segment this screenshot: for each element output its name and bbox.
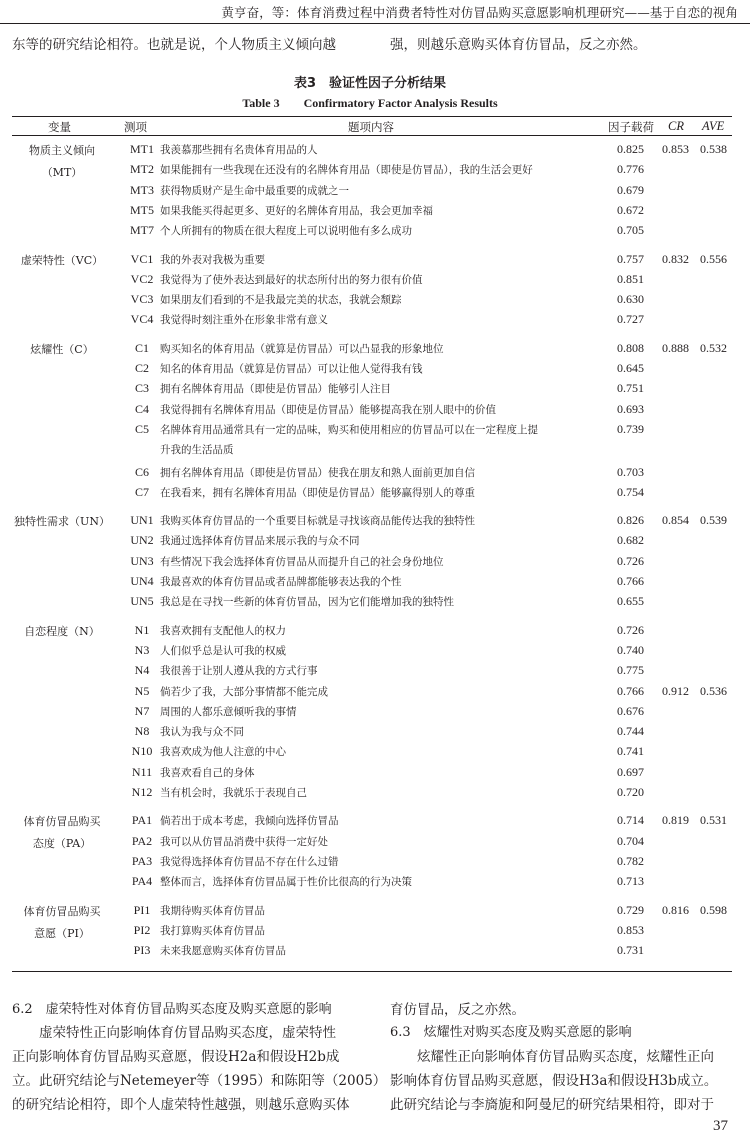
item-id: PI1 xyxy=(133,902,151,917)
table-row xyxy=(12,641,732,661)
table-row xyxy=(12,901,732,921)
table-row xyxy=(12,682,732,702)
table-row xyxy=(12,290,732,310)
item-text: 如果我能买得起更多、更好的名牌体育用品，我会更加幸福 xyxy=(160,204,433,217)
factor-loading: 0.726 xyxy=(617,553,644,568)
table-row xyxy=(12,552,732,572)
item-id: PA4 xyxy=(131,874,153,889)
running-header xyxy=(0,0,750,24)
item-text: 我的外表对我极为重要 xyxy=(160,253,265,266)
item-id: PA1 xyxy=(131,813,153,828)
item-text-continued: 升我的生活品质 xyxy=(160,443,234,456)
item-id: MT3 xyxy=(130,182,154,197)
factor-loading: 0.714 xyxy=(617,813,644,828)
item-text: 倘若少了我，大部分事情都不能完成 xyxy=(160,685,328,698)
factor-loading: 0.704 xyxy=(617,833,644,848)
page-number: 37 xyxy=(713,1118,728,1134)
table-header-rule xyxy=(12,135,732,136)
ave-value: 0.531 xyxy=(700,813,727,828)
table-row xyxy=(12,811,732,831)
item-text: 我最喜欢的体育仿冒品或者品牌都能够表达我的个性 xyxy=(160,576,402,588)
item-id: N10 xyxy=(131,744,153,759)
variable-label: （MT） xyxy=(41,166,83,179)
item-text: 我觉得时刻注重外在形象非常有意义 xyxy=(160,314,328,327)
table-row xyxy=(12,852,732,872)
item-text: 我购买体育仿冒品的一个重要目标就是寻找该商品能传达我的独特性 xyxy=(160,515,475,528)
item-id: PI3 xyxy=(133,943,151,958)
body-line: 的研究结论相符，即个人虚荣特性越强，则越乐意购买体 xyxy=(12,1097,350,1113)
item-id: MT1 xyxy=(130,142,154,156)
item-id: UN5 xyxy=(130,594,154,609)
item-text: 如果能拥有一些我现在还没有的名牌体育用品（即使是仿冒品），我的生活会更好 xyxy=(160,164,533,177)
factor-loading: 0.682 xyxy=(617,533,644,548)
item-text: 拥有名牌体育用品（即使是仿冒品）使我在朋友和熟人面前更加自信 xyxy=(160,466,475,479)
table-row xyxy=(12,621,732,641)
item-text: 我羡慕那些拥有名贵体育用品的人 xyxy=(160,144,318,156)
factor-loading: 0.826 xyxy=(617,513,644,528)
variable-label: 独特性需求（UN） xyxy=(14,515,110,529)
cr-value: 0.816 xyxy=(662,902,689,917)
item-text: 有些情况下我会选择体育仿冒品从而提升自己的社会身份地位 xyxy=(160,555,444,568)
variable-label: 体育仿冒品购买 xyxy=(23,904,101,918)
ave-value: 0.598 xyxy=(700,902,727,917)
item-text: 知名的体育用品（就算是仿冒品）可以让他人觉得我有钱 xyxy=(160,363,423,375)
item-text: 我通过选择体育仿冒品来展示我的与众不同 xyxy=(160,535,360,548)
variable-label: 态度（PA） xyxy=(32,837,92,851)
cr-value: 0.854 xyxy=(662,513,689,528)
factor-loading: 0.676 xyxy=(617,703,644,718)
table-row xyxy=(12,270,732,290)
item-id: MT2 xyxy=(130,162,154,177)
item-id: C4 xyxy=(134,401,149,416)
ave-value: 0.536 xyxy=(700,683,727,698)
variable-label: 虚荣特性（VC） xyxy=(20,253,104,267)
factor-loading: 0.720 xyxy=(617,785,644,799)
table-row xyxy=(12,763,732,783)
item-text: 我可以从仿冒品消费中获得一定好处 xyxy=(160,835,328,848)
header-item: 测项 xyxy=(124,120,147,134)
item-text: 当有机会时，我就乐于表现自己 xyxy=(160,787,307,799)
factor-loading: 0.727 xyxy=(617,312,644,327)
factor-loading: 0.713 xyxy=(617,874,644,889)
item-text: 倘若出于成本考虑，我倾向选择仿冒品 xyxy=(160,815,339,828)
header-ave: AVE xyxy=(702,119,725,133)
table-row xyxy=(12,872,732,892)
section-title-6-3: 6.3 炫耀性对购买态度及购买意愿的影响 xyxy=(390,1025,632,1040)
table-row xyxy=(12,379,732,399)
table-row xyxy=(12,310,732,330)
item-text: 未来我愿意购买体育仿冒品 xyxy=(160,945,286,958)
factor-loading: 0.630 xyxy=(617,292,644,307)
item-text: 我觉得选择体育仿冒品不存在什么过错 xyxy=(160,855,339,868)
table-row xyxy=(12,400,732,420)
item-text: 名牌体育用品通常具有一定的品味，购买和使用相应的仿冒品可以在一定程度上提 xyxy=(160,423,538,436)
item-id: C7 xyxy=(134,484,149,499)
table-row xyxy=(12,531,732,551)
item-id: VC1 xyxy=(130,251,154,266)
table-row xyxy=(12,201,732,221)
factor-loading: 0.697 xyxy=(617,764,644,779)
item-text: 如果朋友们看到的不是我最完美的状态，我就会颓踪 xyxy=(160,294,402,307)
table-row xyxy=(12,572,732,592)
factor-loading: 0.754 xyxy=(617,484,644,499)
variable-label: 物质主义倾向 xyxy=(29,144,95,157)
cr-value: 0.912 xyxy=(662,683,689,698)
factor-loading: 0.655 xyxy=(617,594,644,609)
body-line: 正向影响体育仿冒品购买意愿，假设H2a和假设H2b成 xyxy=(12,1049,340,1065)
item-id: N8 xyxy=(134,724,150,739)
item-text: 在我看来，拥有名牌体育用品（即使是仿冒品）能够赢得别人的尊重 xyxy=(160,486,475,499)
table-row xyxy=(12,339,732,359)
item-text: 我期待购买体育仿冒品 xyxy=(160,904,265,917)
item-id: C1 xyxy=(134,340,149,355)
table-row xyxy=(12,702,732,722)
table-caption-cn: 表3 验证性因子分析结果 xyxy=(293,76,447,91)
table-row xyxy=(12,221,732,241)
item-text: 获得物质财产是生命中最重要的成就之一 xyxy=(160,184,349,197)
factor-loading: 0.776 xyxy=(617,162,644,177)
factor-loading: 0.766 xyxy=(617,574,644,588)
variable-label: 体育仿冒品购买 xyxy=(23,815,101,829)
table-row xyxy=(12,722,732,742)
cr-value: 0.888 xyxy=(662,340,689,355)
ave-value: 0.532 xyxy=(700,340,727,355)
item-id: N5 xyxy=(134,683,150,698)
variable-label: 自恋程度（N） xyxy=(24,624,100,638)
table-row xyxy=(12,661,732,681)
item-text: 我打算购买体育仿冒品 xyxy=(160,924,265,937)
table-row xyxy=(12,921,732,941)
variable-label: 意愿（PI） xyxy=(34,926,90,940)
body-line: 此研究结论与李旖旎和阿曼尼的研究结果相符，即对于 xyxy=(390,1097,714,1113)
item-id: VC4 xyxy=(130,312,154,327)
factor-loading: 0.703 xyxy=(617,464,644,479)
factor-loading: 0.705 xyxy=(617,223,644,238)
factor-loading: 0.744 xyxy=(617,724,644,739)
item-id: MT5 xyxy=(130,202,154,217)
item-id: C2 xyxy=(134,361,149,375)
table-row xyxy=(12,483,732,503)
factor-loading: 0.782 xyxy=(617,853,644,868)
table-row xyxy=(12,250,732,270)
body-line: 炫耀性正向影响体育仿冒品购买态度，炫耀性正向 xyxy=(390,1049,714,1065)
item-text: 拥有名牌体育用品（即使是仿冒品）能够引人注目 xyxy=(160,383,391,396)
header-content: 题项内容 xyxy=(348,120,394,134)
table-top-rule xyxy=(12,116,732,117)
factor-loading: 0.672 xyxy=(617,202,644,217)
item-id: N12 xyxy=(131,785,153,799)
table-row xyxy=(12,941,732,961)
table-row xyxy=(12,160,732,180)
item-text: 整体而言，选择体育仿冒品属于性价比很高的行为决策 xyxy=(160,876,412,889)
header-cr: CR xyxy=(668,119,684,133)
item-id: N4 xyxy=(134,663,150,678)
table-row xyxy=(12,832,732,852)
table-row xyxy=(12,140,732,160)
factor-loading: 0.729 xyxy=(617,902,644,917)
table-row xyxy=(12,359,732,379)
item-id: PA3 xyxy=(131,853,153,868)
item-id: N11 xyxy=(131,764,153,779)
factor-loading: 0.731 xyxy=(617,943,644,958)
factor-loading: 0.645 xyxy=(617,361,644,375)
body-line: 影响体育仿冒品购买意愿，假设H3a和假设H3b成立。 xyxy=(390,1073,718,1089)
body-line: 虚荣特性正向影响体育仿冒品购买态度，虚荣特性 xyxy=(12,1025,336,1041)
item-id: PI2 xyxy=(133,922,151,937)
item-text: 我觉得拥有名牌体育用品（即使是仿冒品）能够提高我在别人眼中的价值 xyxy=(160,403,496,416)
table-bottom-rule xyxy=(12,971,732,972)
item-text: 我很善于让别人遵从我的方式行事 xyxy=(160,665,318,678)
item-id: C5 xyxy=(134,421,149,436)
table-row xyxy=(12,181,732,201)
factor-loading: 0.693 xyxy=(617,401,644,416)
table-row xyxy=(12,511,732,531)
top-paragraph-right: 强，则越乐意购买体育仿冒品，反之亦然。 xyxy=(390,37,647,53)
cr-value: 0.819 xyxy=(662,813,689,828)
factor-loading: 0.851 xyxy=(617,271,644,286)
item-id: C6 xyxy=(134,464,149,479)
factor-loading: 0.775 xyxy=(617,663,644,678)
ave-value: 0.539 xyxy=(700,513,727,528)
item-id: PA2 xyxy=(131,833,153,848)
factor-loading: 0.757 xyxy=(617,251,644,266)
table-row xyxy=(12,783,732,803)
section-title-6-2: 6.2 虚荣特性对体育仿冒品购买态度及购买意愿的影响 xyxy=(12,1002,332,1017)
item-id: UN3 xyxy=(130,553,154,568)
item-id: VC3 xyxy=(130,292,154,307)
factor-loading: 0.726 xyxy=(617,622,644,637)
table-row xyxy=(12,592,732,612)
factor-loading: 0.808 xyxy=(617,340,644,355)
variable-label: 炫耀性（C） xyxy=(30,342,94,356)
item-id: N3 xyxy=(134,642,150,657)
item-text: 我喜欢成为他人注意的中心 xyxy=(160,746,286,759)
item-id: VC2 xyxy=(130,271,154,286)
item-id: UN4 xyxy=(130,574,154,588)
table-caption-en: Table 3 Confirmatory Factor Analysis Results xyxy=(242,96,498,110)
item-text: 我认为我与众不同 xyxy=(160,726,244,739)
item-text: 我总是在寻找一些新的体育仿冒品，因为它们能增加我的独特性 xyxy=(160,596,454,609)
item-id: UN1 xyxy=(130,513,154,528)
table-row xyxy=(12,420,732,456)
body-line: 育仿冒品，反之亦然。 xyxy=(390,1002,525,1018)
item-text: 周围的人都乐意倾听我的事情 xyxy=(160,705,297,718)
table-row xyxy=(12,463,732,483)
item-id: C3 xyxy=(134,381,149,396)
factor-loading: 0.825 xyxy=(617,142,644,156)
factor-loading: 0.853 xyxy=(617,922,644,937)
item-id: MT7 xyxy=(130,223,154,238)
factor-loading: 0.751 xyxy=(617,381,644,396)
ave-value: 0.556 xyxy=(700,251,727,266)
item-text: 我觉得为了使外表达到最好的状态所付出的努力很有价值 xyxy=(160,273,423,286)
item-text: 个人所拥有的物质在很大程度上可以说明他有多么成功 xyxy=(160,225,412,238)
running-title: 黄亨奋，等：体育消费过程中消费者特性对仿冒品购买意愿影响机理研究——基于自恋的视角 xyxy=(221,5,738,20)
factor-loading: 0.740 xyxy=(617,642,644,657)
cr-value: 0.853 xyxy=(662,142,689,156)
factor-loading: 0.739 xyxy=(617,421,644,436)
body-line: 立。此研究结论与Netemeyer等（1995）和陈阳等（2005） xyxy=(12,1073,387,1089)
factor-loading: 0.679 xyxy=(617,182,644,197)
cr-value: 0.832 xyxy=(662,251,689,266)
header-loading: 因子载荷 xyxy=(608,120,654,134)
factor-loading: 0.766 xyxy=(617,683,644,698)
item-id: N7 xyxy=(134,703,150,718)
factor-loading: 0.741 xyxy=(617,744,644,759)
table-row xyxy=(12,742,732,762)
item-id: N1 xyxy=(134,622,150,637)
top-paragraph-left: 东等的研究结论相符。也就是说，个人物质主义倾向越 xyxy=(12,37,336,53)
item-text: 购买知名的体育用品（就算是仿冒品）可以凸显我的形象地位 xyxy=(160,342,444,355)
ave-value: 0.538 xyxy=(700,142,727,156)
item-text: 我喜欢看自己的身体 xyxy=(160,766,255,779)
item-id: UN2 xyxy=(130,533,154,548)
item-text: 我喜欢拥有支配他人的权力 xyxy=(160,624,286,637)
header-variable: 变量 xyxy=(48,120,71,134)
item-text: 人们似乎总是认可我的权威 xyxy=(160,644,286,657)
